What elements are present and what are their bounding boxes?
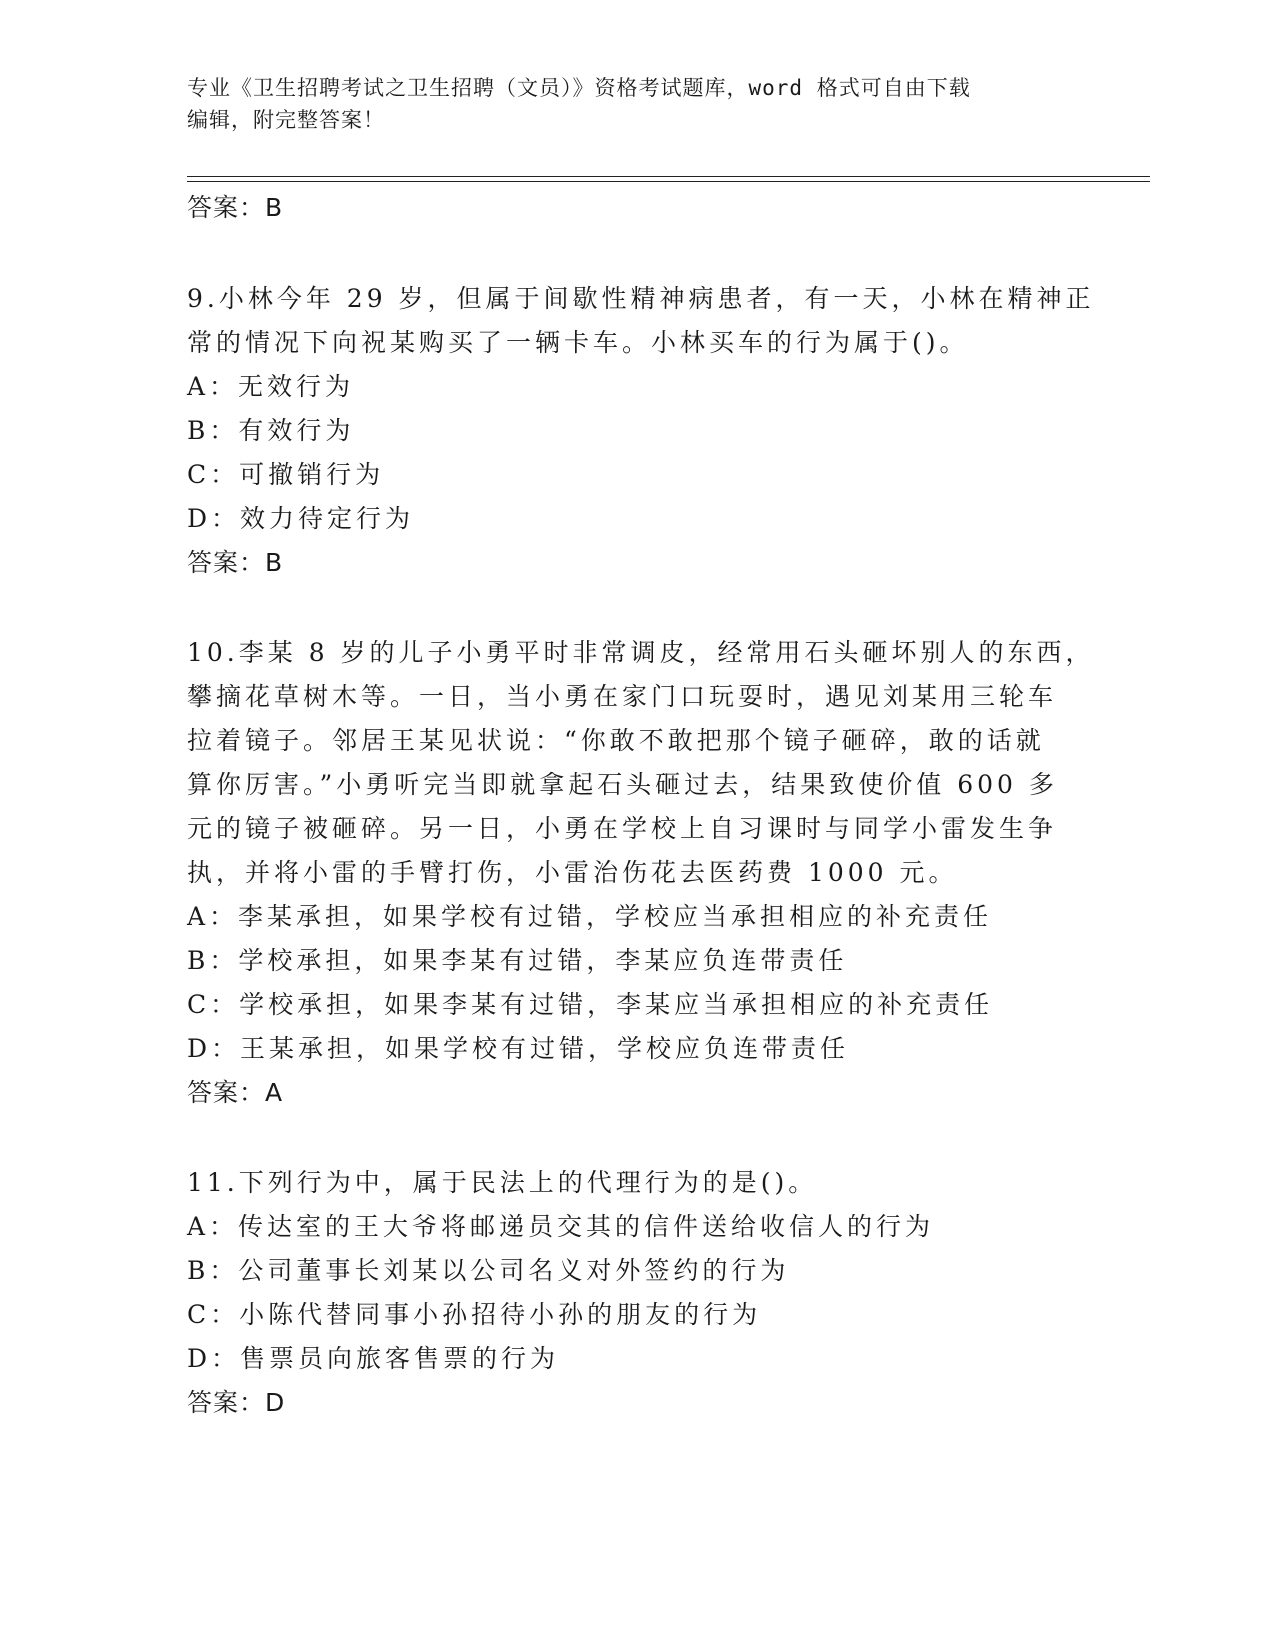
header-line-2: 编辑，附完整答案！: [187, 108, 385, 132]
question-10-line-5: 元的镜子被砸碎。另一日，小勇在学校上自习课时与同学小雷发生争: [187, 814, 1058, 843]
answer-previous: 答案：B: [187, 193, 284, 222]
question-11-answer: 答案：D: [187, 1388, 286, 1417]
question-9-option-b: B：有效行为: [187, 416, 355, 445]
header-line-1: 专业《卫生招聘考试之卫生招聘（文员）》资格考试题库，word 格式可自由下载: [187, 76, 971, 100]
question-9-line-2: 常的情况下向祝某购买了一辆卡车。小林买车的行为属于()。: [187, 328, 969, 357]
document-header: [187, 72, 1067, 136]
question-10-line-2: 攀摘花草树木等。一日，当小勇在家门口玩耍时，遇见刘某用三轮车: [187, 682, 1058, 711]
question-11-option-a: A：传达室的王大爷将邮递员交其的信件送给收信人的行为: [187, 1212, 935, 1241]
question-10-line-1: 10.李某 8 岁的儿子小勇平时非常调皮，经常用石头砸坏别人的东西，: [187, 638, 1095, 667]
question-9-option-a: A：无效行为: [187, 372, 355, 401]
question-11-option-b: B：公司董事长刘某以公司名义对外签约的行为: [187, 1256, 790, 1285]
question-9-option-d: D：效力待定行为: [187, 504, 415, 533]
question-9-option-c: C：可撤销行为: [187, 460, 385, 489]
question-10-line-6: 执，并将小雷的手臂打伤，小雷治伤花去医药费 1000 元。: [187, 858, 958, 887]
question-10-option-d: D：王某承担，如果学校有过错，学校应负连带责任: [187, 1034, 850, 1063]
question-9-answer: 答案：B: [187, 548, 284, 577]
question-11-option-c: C：小陈代替同事小孙招待小孙的朋友的行为: [187, 1300, 762, 1329]
question-10-line-4: 算你厉害。”小勇听完当即就拿起石头砸过去，结果致使价值 600 多: [187, 770, 1058, 799]
question-9-line-1: 9.小林今年 29 岁，但属于间歇性精神病患者，有一天，小林在精神正: [187, 284, 1095, 313]
header-divider-bottom: [187, 181, 1150, 182]
header-divider-top: [187, 176, 1150, 177]
question-11-option-d: D：售票员向旅客售票的行为: [187, 1344, 560, 1373]
question-10-option-c: C：学校承担，如果李某有过错，李某应当承担相应的补充责任: [187, 990, 994, 1019]
question-10-option-b: B：学校承担，如果李某有过错，李某应负连带责任: [187, 946, 848, 975]
question-10-answer: 答案：A: [187, 1078, 284, 1107]
question-11-line-1: 11.下列行为中，属于民法上的代理行为的是()。: [187, 1168, 818, 1197]
question-10-option-a: A：李某承担，如果学校有过错，学校应当承担相应的补充责任: [187, 902, 993, 931]
question-10-line-3: 拉着镜子。邻居王某见状说：“你敢不敢把那个镜子砸碎，敢的话就: [187, 726, 1045, 755]
